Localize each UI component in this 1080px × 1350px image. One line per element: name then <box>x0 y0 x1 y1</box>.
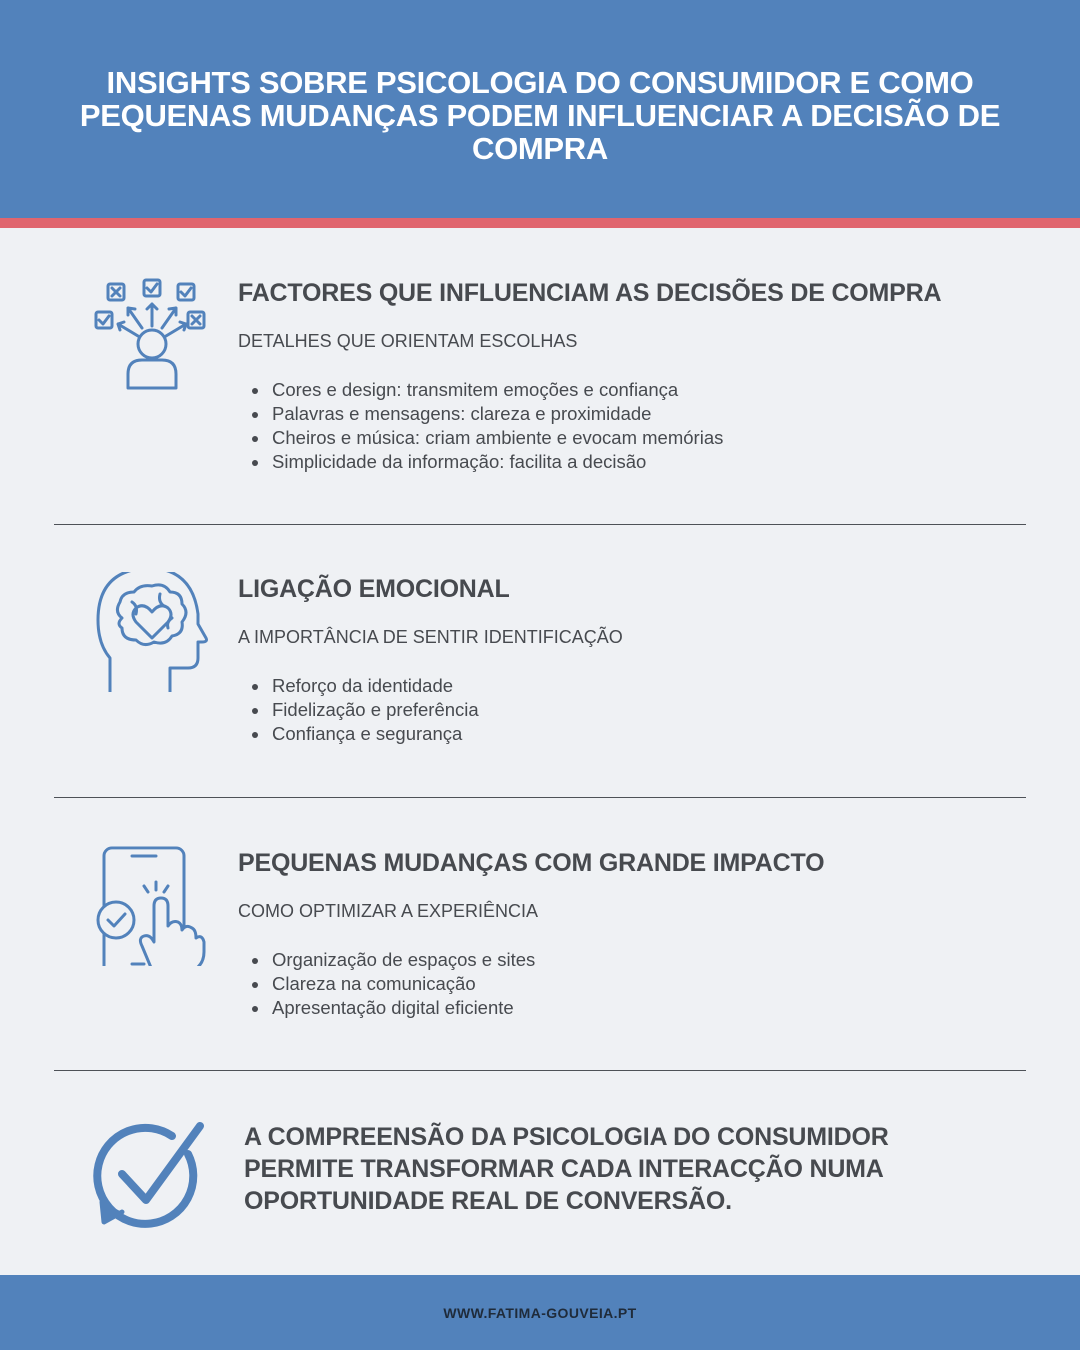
list-item: Cheiros e música: criam ambiente e evocam memórias <box>252 426 1038 450</box>
section-heading: PEQUENAS MUDANÇAS COM GRANDE IMPACTO <box>238 849 825 877</box>
website-link[interactable]: WWW.FATIMA-GOUVEIA.PT <box>443 1304 637 1321</box>
section-divider <box>54 797 1026 798</box>
circular-check-icon <box>92 1118 212 1238</box>
section-divider <box>54 524 1026 525</box>
list-item: Organização de espaços e sites <box>252 948 1038 972</box>
list-item: Fidelização e preferência <box>252 698 1038 722</box>
section-subtitle: A IMPORTÂNCIA DE SENTIR IDENTIFICAÇÃO <box>238 627 623 647</box>
conclusion-text: A COMPREENSÃO DA PSICOLOGIA DO CONSUMIDOR PERMITE TRANSFORMAR CADA INTERACÇÃO NUMA OPORTUNIDADE REAL DE CONVERSÃO. <box>244 1123 889 1215</box>
list-item: Simplicidade da informação: facilita a decisão <box>252 450 1038 474</box>
list-item: Reforço da identidade <box>252 674 1038 698</box>
phone-touch-check-icon <box>92 846 212 966</box>
section-heading: LIGAÇÃO EMOCIONAL <box>238 575 510 603</box>
list-item: Cores e design: transmitem emoções e confiança <box>252 378 1038 402</box>
person-choices-icon <box>92 274 212 394</box>
bullet-list <box>252 674 1038 746</box>
section-subtitle: DETALHES QUE ORIENTAM ESCOLHAS <box>238 331 578 351</box>
section-divider <box>54 1070 1026 1071</box>
list-item: Palavras e mensagens: clareza e proximidade <box>252 402 1038 426</box>
section-content <box>238 278 1038 474</box>
head-brain-heart-icon <box>92 572 212 692</box>
footer-banner <box>0 1275 1080 1350</box>
list-item: Confiança e segurança <box>252 722 1038 746</box>
section-content <box>238 574 1038 746</box>
bullet-list <box>252 378 1038 474</box>
header-accent-stripe <box>0 218 1080 228</box>
list-item: Clareza na comunicação <box>252 972 1038 996</box>
section-subtitle: COMO OPTIMIZAR A EXPERIÊNCIA <box>238 901 539 921</box>
section-content <box>238 848 1038 1020</box>
header-banner <box>0 0 1080 218</box>
bullet-list <box>252 948 1038 1020</box>
page-title: INSIGHTS SOBRE PSICOLOGIA DO CONSUMIDOR E COMO PEQUENAS MUDANÇAS PODEM INFLUENCIAR A DECISÃO DE COMPRA <box>79 64 1001 166</box>
list-item: Apresentação digital eficiente <box>252 996 1038 1020</box>
section-heading: FACTORES QUE INFLUENCIAM AS DECISÕES DE COMPRA <box>238 279 942 307</box>
